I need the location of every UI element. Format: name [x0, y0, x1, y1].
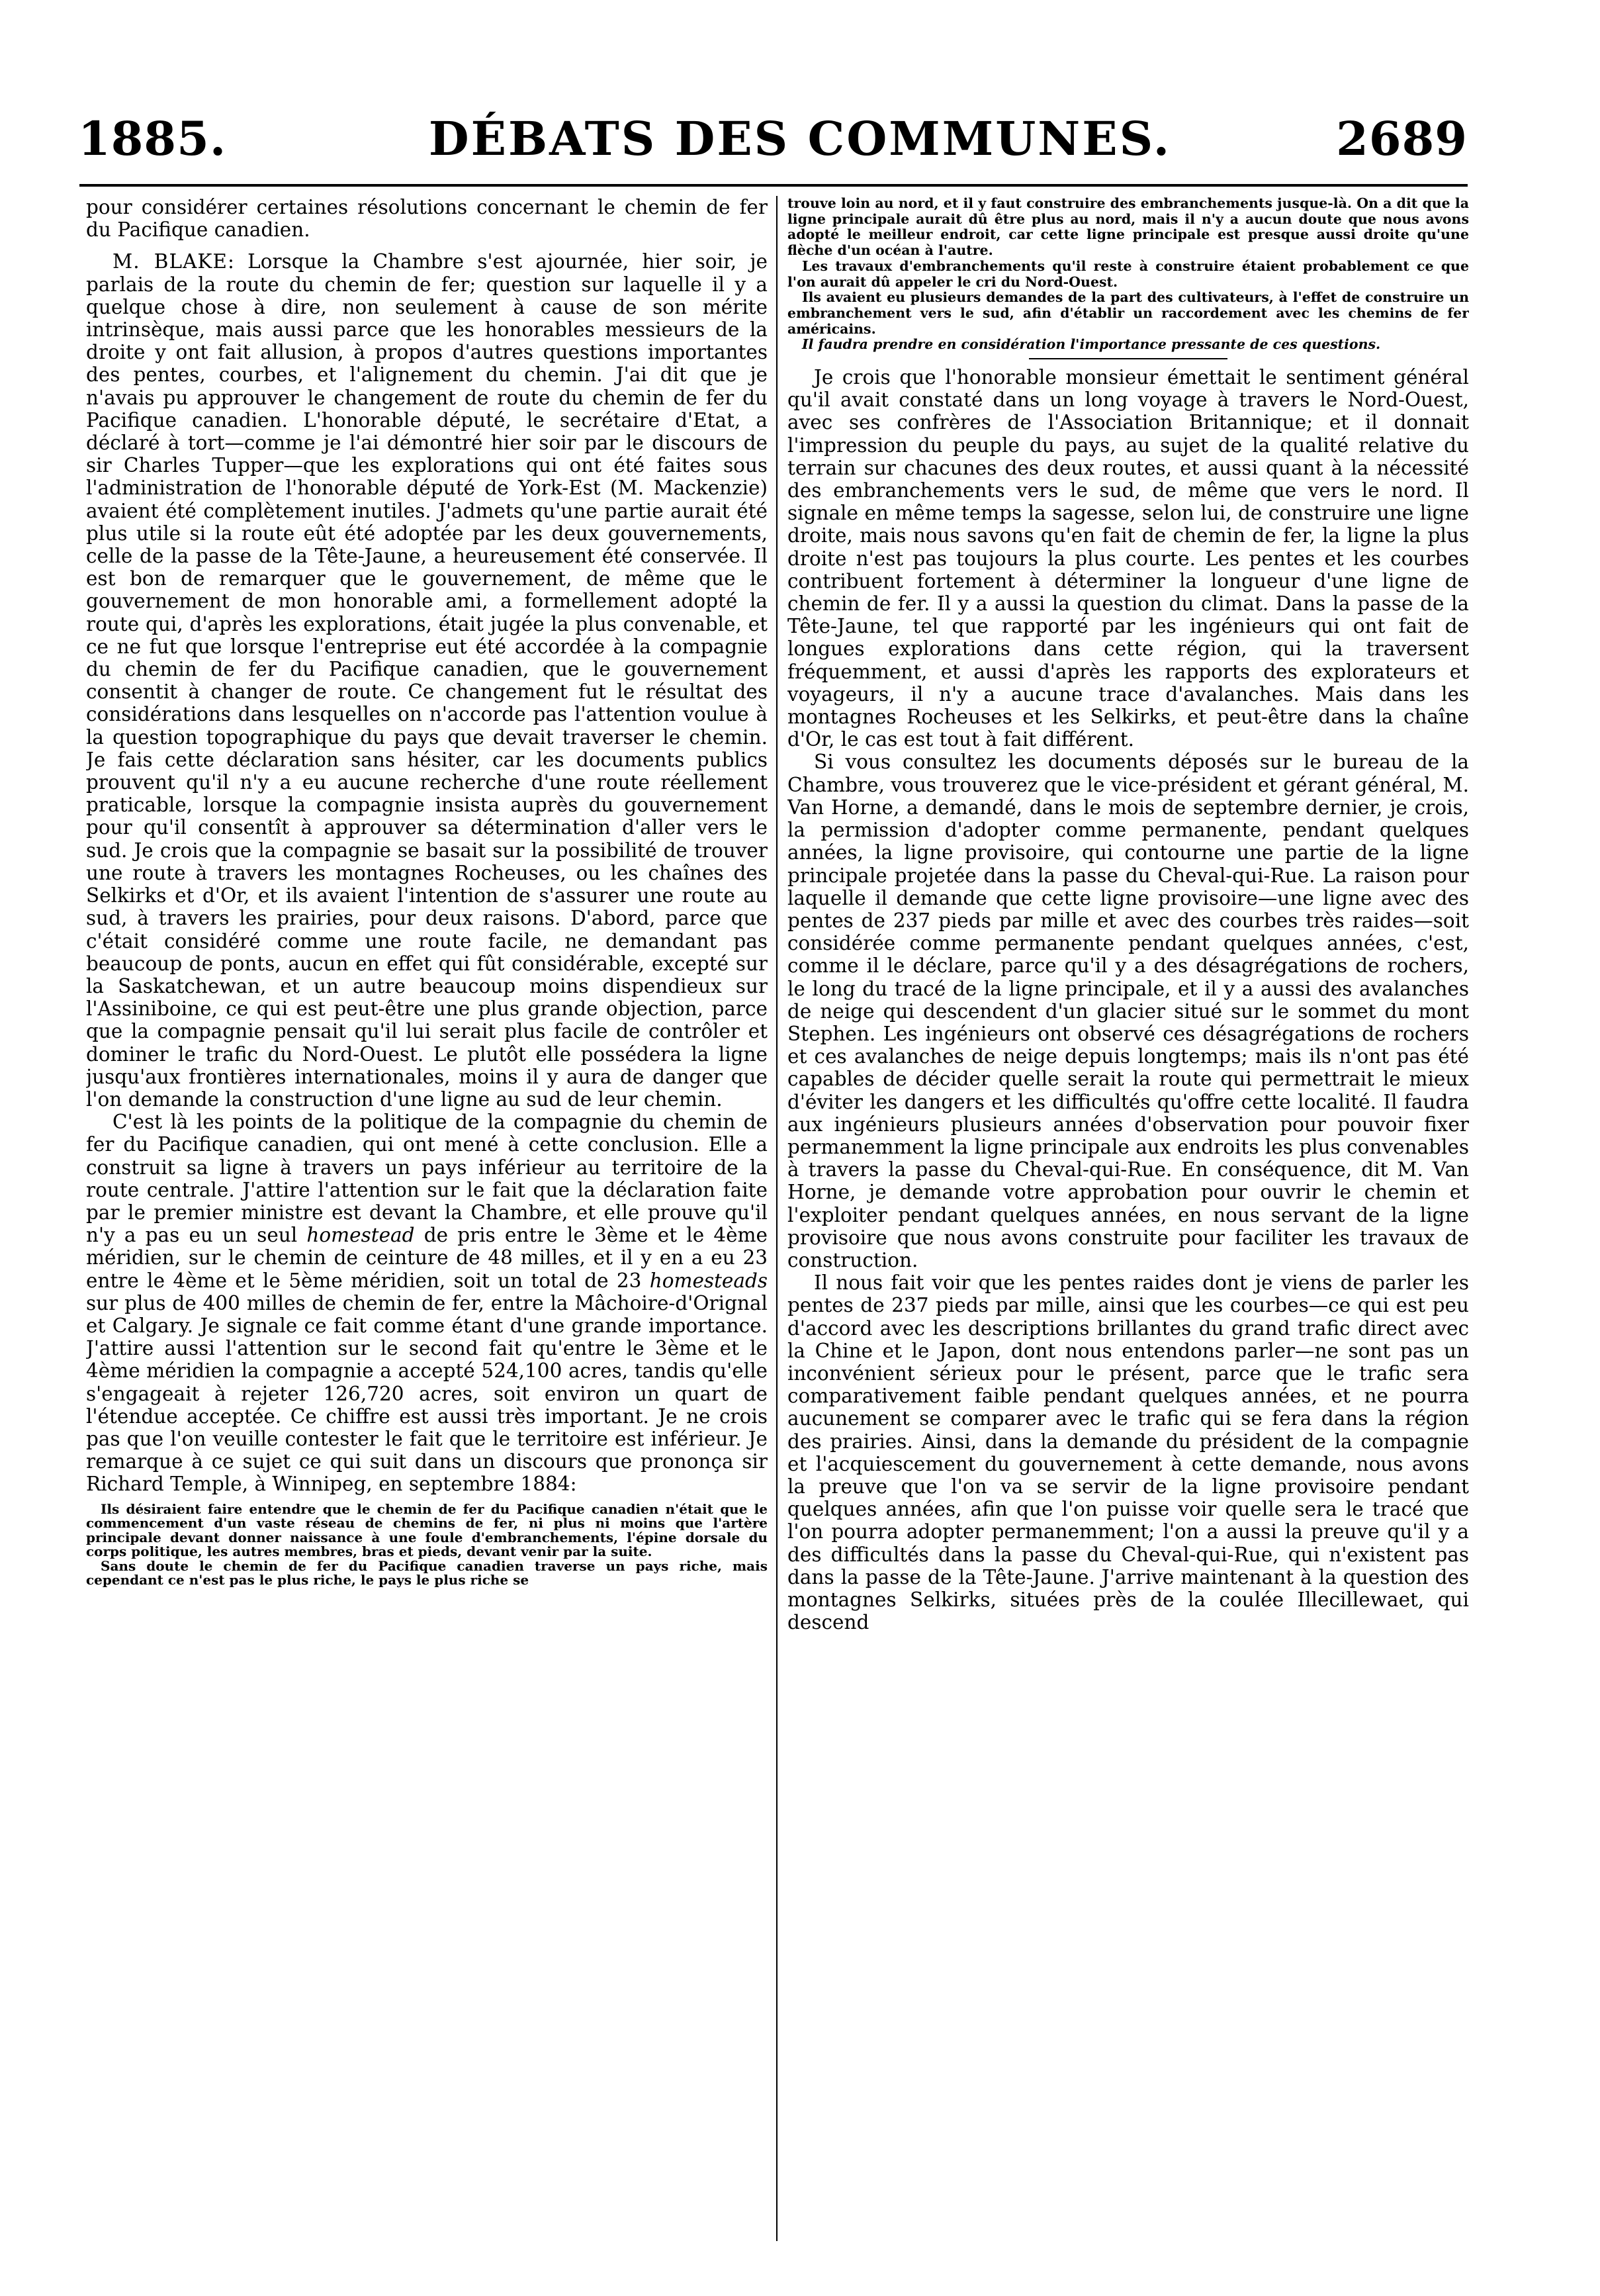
- term-homesteads: homesteads: [649, 1269, 768, 1292]
- left-column: [86, 196, 768, 2250]
- right-paragraph-1: Je crois que l'honorable monsieur émettait le sentiment général qu'il avait constaté dans un long voyage à travers le Nord-Ouest, avec ses confrères de l'Association Britannique; et il donnait l'impression du peuple du pays, au sujet de la qualité relative du terrain sur chacunes des deux routes, et aussi quant à la nécessité des embranchements vers le sud, de même que vers le nord. Il signale en même temps la sagesse, selon lui, de construire une ligne droite, mais nous savons qu'en fait de chemin de fer, la ligne la plus droite n'est pas toujours la plus courte. Les pentes et les courbes contribuent fortement à déterminer la longueur d'une ligne de chemin de fer. Il y a aussi la question du climat. Dans la passe de la Tête-Jaune, tel que rapporté par les ingénieurs qui ont fait de longues explorations dans cette région, qui la traversent fréquemment, et aussi d'après les rapports des explorateurs et voyageurs, il n'y a aucune trace d'avalanches. Mais dans les montagnes Rocheuses et les Selkirks, et peut-être dans la chaîne d'Or, le cas est tout à fait différent.: [787, 366, 1469, 751]
- right-quote-3: Ils avaient eu plusieurs demandes de la part des cultivateurs, à l'effet de construire un embranchement vers le sud, afin d'établir un raccordement avec les chemins de fer américains.: [787, 289, 1469, 337]
- term-homestead: homestead: [306, 1224, 415, 1247]
- left-quote-2: Sans doute le chemin de fer du Pacifique canadien traverse un pays riche, mais cependant ce n'est pas le plus riche, le pays le plus riche se: [86, 1557, 768, 1588]
- right-paragraph-3: Il nous fait voir que les pentes raides dont je viens de parler les pentes de 237 pieds par mille, ainsi que les courbes—ce qui est peu d'accord avec les descriptions brillantes du grand trafic direct avec la Chine et le Japon, dont nous entendons parler—ne sont pas un inconvénient sérieux pour le présent, parce que le trafic sera comparativement faible pendant quelques années, et ne pourra aucunement se comparer avec le trafic qui se fera dans la région des prairies. Ainsi, dans la demande du président de la compagnie et l'acquiescement du gouvernement à cette demande, nous avons la preuve que l'on va se servir de la ligne provisoire pendant quelques années, afin que l'on puisse voir quelle sera le tracé que l'on pourra adopter permanemment; l'on a aussi la preuve qu'il y a des difficultés dans la passe du Cheval-qui-Rue, qui n'existent pas dans la passe de la Tête-Jaune. J'arrive maintenant à la question des montagnes Selkirks, situées près de la coulée Illecillewaet, qui descend: [787, 1271, 1469, 1634]
- left-quote-1: Ils désiraient faire entendre que le chemin de fer du Pacifique canadien n'était que le commencement d'un vaste réseau de chemins de fer, ni plus ni moins que l'artère principale devant donner naissance à une foule d'embranchements, l'épine dorsale du corps politique, les autres membres, bras et pieds, devant venir par la suite.: [86, 1500, 768, 1560]
- right-quote-1: trouve loin au nord, et il y faut construire des embranchements jusque-là. On a dit que la ligne principale aurait dû être plus au nord, mais il n'y a aucun doute que nous avons adopté le meilleur endroit, car cette ligne principale est presque aussi droite qu'une flèche d'un océan à l'autre.: [787, 196, 1469, 259]
- header-year: 1885.: [78, 111, 227, 166]
- left-paragraph-2: [86, 250, 768, 1111]
- left-paragraph-2-text: : Lorsque la Chambre s'est ajournée, hier soir, je parlais de la route du chemin de fer; question sur laquelle il y a quelque chose à dire, non seulement à cause de son mérite intrinsèque, mais aussi parce que les honorables messieurs de la droite y ont fait allusion, à propos d'autres questions importantes des pentes, courbes, et l'alignement du chemin. J'ai dit que je n'avais pu approuver le changement de route du chemin de fer du Pacifique canadien. L'honorable député, le secrétaire d'Etat, a déclaré à tort—comme je l'ai démontré hier soir par le discours de sir Charles Tupper—que les explorations qui ont été faites sous l'administration de l'honorable député de York-Est (M. Mackenzie) avaient été complètement inutiles. J'admets qu'une partie aurait été plus utile si la route eût été adoptée par les deux gouvernements, celle de la passe de la Tête-Jaune, a heureusement été conservée. Il est bon de remarquer que le gouvernement, de même que le gouvernement de mon honorable ami, a formellement adopté la route qui, d'après les explorations, était jugée la plus convenable, et ce ne fut que lorsque l'entreprise eut été accordée à la compagnie du chemin de fer du Pacifique canadien, que le gouvernement consentit à changer de route. Ce changement fut le résultat des considérations dans lesquelles on n'accorde pas l'attention voulue à la question topographique du pays que devait traverser le chemin. Je fais cette déclaration sans hésiter, car les documents publics prouvent qu'il n'y a eu aucune recherche d'une route réellement praticable, lorsque la compagnie insista auprès du gouvernement pour qu'il consentît à approuver sa détermination d'aller vers le sud. Je crois que la compagnie se basait sur la possibilité de trouver une route à travers les montagnes Rocheuses, ou les chaînes des Selkirks et d'Or, et ils avaient l'intention de s'assurer une route au sud, à travers les prairies, pour deux raisons. D'abord, parce que c'était considéré comme une route facile, ne demandant pas beaucoup de ponts, aucun en effet qui fût considérable, excepté sur la Saskatchewan, et un autre beaucoup moins dispendieux sur l'Assiniboine, ce qui est peut-être une plus grande objection, parce que la compagnie pensait qu'il lui serait plus facile de contrôler et dominer le trafic du Nord-Ouest. Le plutôt elle possédera la ligne jusqu'aux frontières internationales, moins il y aura de danger que l'on demande la construction d'une ligne au sud de leur chemin.: [86, 250, 768, 1111]
- header-rule: [79, 184, 1468, 187]
- right-column: [787, 196, 1469, 2250]
- header-title: DÉBATS DES COMMUNES.: [428, 111, 1172, 166]
- left-paragraph-1: pour considérer certaines résolutions concernant le chemin de fer du Pacifique canadien.: [86, 196, 768, 242]
- speaker-name: M. BLAKE: [112, 250, 228, 273]
- page-header: [0, 0, 1600, 199]
- right-quote-4: Il faudra prendre en considération l'importance pressante de ces questions.: [802, 336, 1381, 353]
- left-paragraph-3: C'est là les points de la politique de la compagnie du chemin de fer du Pacifique canadien, qui ont mené à cette conclusion. Elle a construit sa ligne à travers un pays inférieur au territoire de la route centrale. J'attire l'attention sur le fait que la déclaration faite par le premier ministre est devant la Chambre, et elle prouve qu'il n'y a pas eu un seul homestead de pris entre le 3ème et le 4ème méridien, sur le chemin de ceinture de 48 milles, et il y en a eu 23 entre le 4ème et le 5ème méridien, soit un total de 23 homesteads sur plus de 400 milles de chemin de fer, entre la Mâchoire-d'Orignal et Calgary. Je signale ce fait comme étant d'une grande importance. J'attire aussi l'attention sur le second fait qu'entre le 3ème et le 4ème méridien la compagnie a accepté 524,100 acres, tandis qu'elle s'engageait à rejeter 126,720 acres, soit environ un quart de l'étendue acceptée. Ce chiffre est aussi très important. Je ne crois pas que l'on veuille contester le fait que le territoire est inférieur. Je remarque à ce sujet ce qui suit dans un discours que prononça sir Richard Temple, à Winnipeg, en septembre 1884:: [86, 1111, 768, 1496]
- right-paragraph-2: Si vous consultez les documents déposés sur le bureau de la Chambre, vous trouverez que le vice-président et gérant général, M. Van Horne, a demandé, dans le mois de septembre dernier, je crois, la permission d'adopter comme permanente, pendant quelques années, la ligne provisoire, qui contourne une partie de la ligne principale projetée dans la passe du Cheval-qui-Rue. La raison pour laquelle il demande que cette ligne provisoire—une ligne avec des pentes de 237 pieds par mille et avec des courbes très raides—soit considérée comme permanente pendant quelques années, c'est, comme il le déclare, parce qu'il y a des désagrégations de rochers, le long du tracé de la ligne principale, et il y a aussi des avalanches de neige qui descendent d'un glacier situé sur le sommet du mont Stephen. Les ingénieurs ont observé ces désagrégations de rochers et ces avalanches de neige depuis longtemps; mais ils n'ont pas été capables de décider quelle serait la route qui permettrait le mieux d'éviter les dangers et les difficultés qu'offre cette localité. Il faudra aux ingénieurs plusieurs années d'observation pour pouvoir fixer permanemment la ligne principale aux endroits les plus convenables à travers la passe du Cheval-qui-Rue. En conséquence, dit M. Van Horne, je demande votre approbation pour ouvrir le chemin et l'exploiter pendant quelques années, en nous servant de la ligne provisoire que nous avons construite pour faciliter les travaux de construction.: [787, 751, 1469, 1271]
- column-divider: [776, 196, 778, 2241]
- right-quote-2: Les travaux d'embranchements qu'il reste à construire étaient probablement ce que l'on aurait dû appeler le cri du Nord-Ouest.: [787, 257, 1469, 290]
- quote-end-rule: [1029, 358, 1227, 359]
- header-page-number: 2689: [1336, 111, 1468, 166]
